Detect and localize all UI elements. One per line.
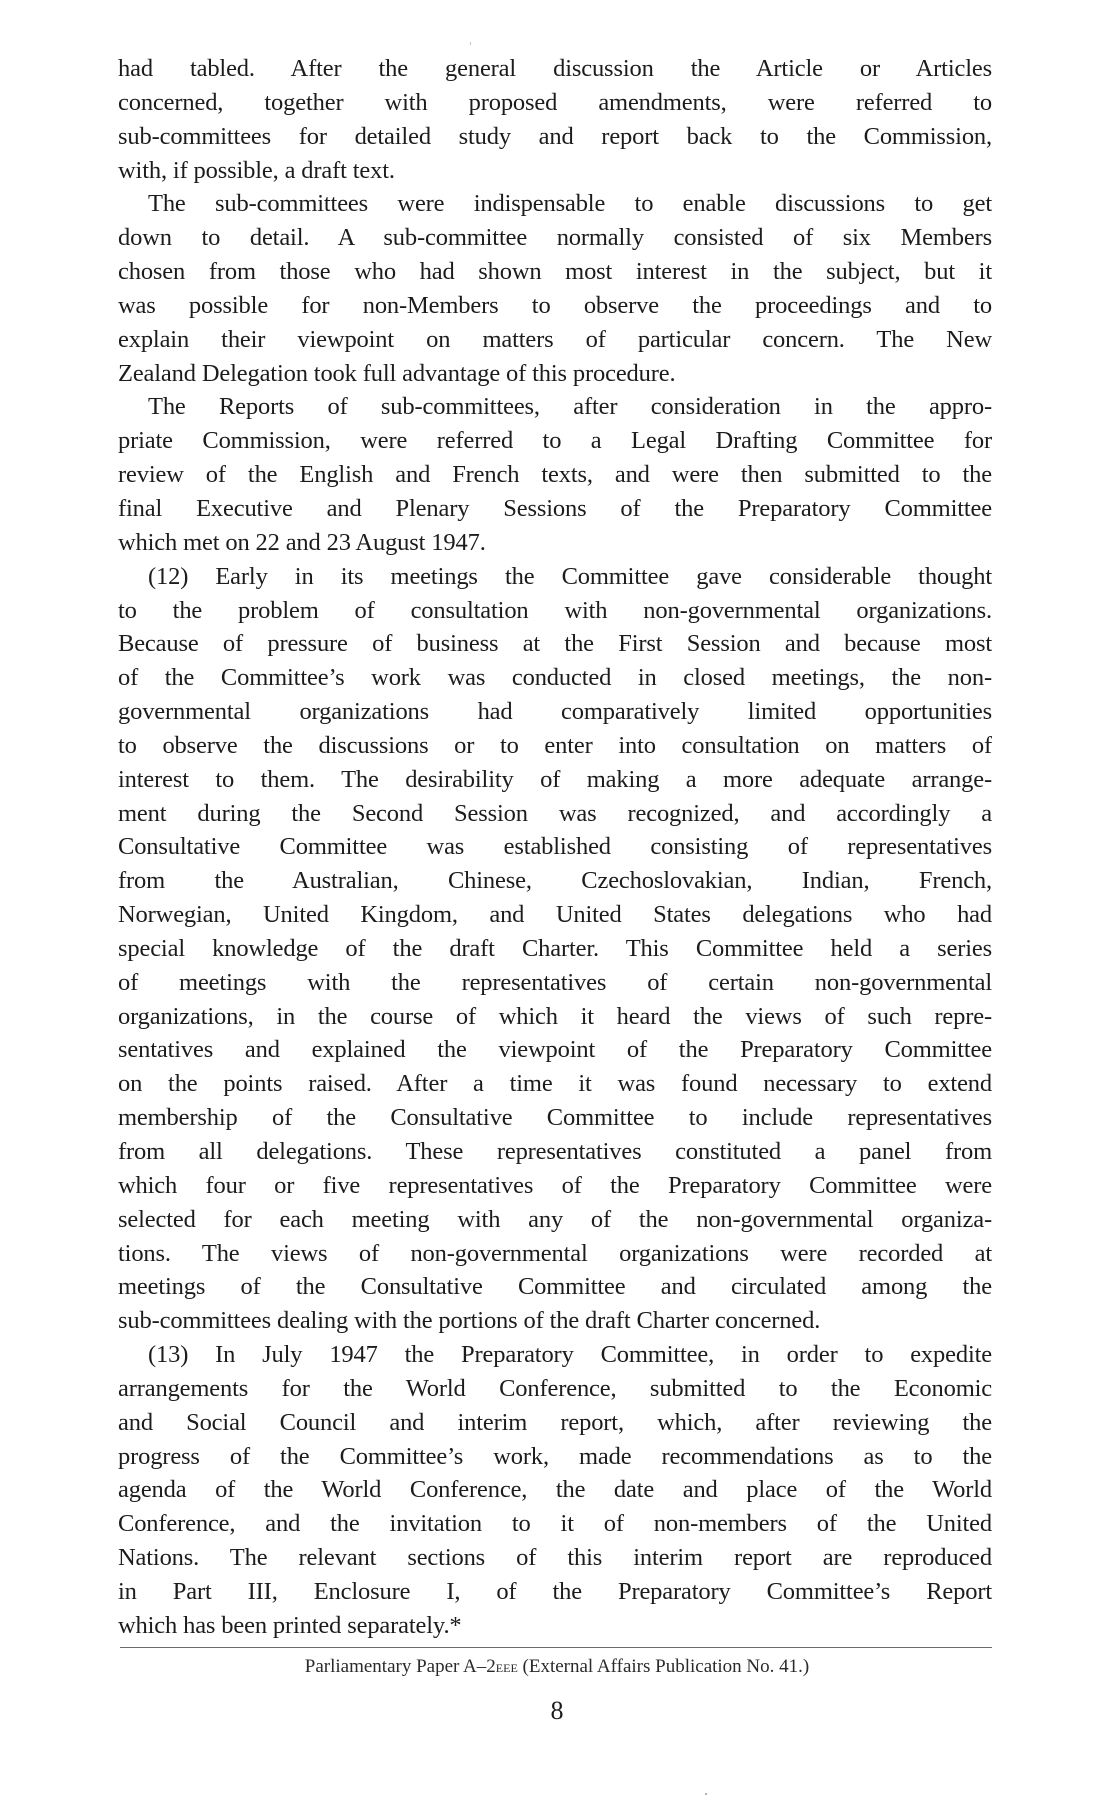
text-line: in Part III, Enclosure I, of the Preparatory Committee’s Report	[118, 1577, 992, 1605]
text-line: which met on 22 and 23 August 1947.	[118, 528, 486, 556]
footnote-smallcaps: eee	[495, 1657, 518, 1676]
text-line: agenda of the World Conference, the date and place of the World	[118, 1476, 992, 1504]
footnote-prefix: Parliamentary Paper A–2	[304, 1656, 496, 1677]
text-line: (12) Early in its meetings the Committee gave considerable thought	[148, 562, 992, 590]
text-line: governmental organizations had comparatively limited opportunities	[118, 698, 992, 726]
text-line: sub-committees dealing with the portions of the draft Charter concerned.	[118, 1307, 821, 1335]
text-line: from the Australian, Chinese, Czechoslovakian, Indian, French,	[118, 867, 992, 895]
text-line: and Social Council and interim report, which, after reviewing the	[118, 1408, 992, 1436]
text-line: which four or five representatives of the Preparatory Committee were	[118, 1171, 992, 1199]
text-line: organizations, in the course of which it heard the views of such repre-	[118, 1002, 992, 1030]
text-line: (13) In July 1947 the Preparatory Committee, in order to expedite	[148, 1341, 992, 1369]
text-line: to observe the discussions or to enter into consultation on matters of	[118, 731, 992, 759]
text-line: progress of the Committee’s work, made recommendations as to the	[118, 1442, 992, 1470]
text-line: on the points raised. After a time it was found necessary to extend	[118, 1070, 992, 1098]
text-line: Norwegian, United Kingdom, and United States delegations who had	[118, 901, 992, 929]
scan-speck	[470, 42, 471, 45]
page-number: 8	[550, 1696, 564, 1725]
text-line: Consultative Committee was established consisting of representatives	[118, 833, 992, 861]
text-line: Conference, and the invitation to it of non-members of the United	[118, 1510, 992, 1538]
text-line: special knowledge of the draft Charter. This Committee held a series	[118, 934, 992, 962]
body-text	[118, 52, 992, 1643]
text-line: with, if possible, a draft text.	[118, 156, 395, 184]
text-line: review of the English and French texts, and were then submitted to the	[118, 461, 992, 489]
text-line: had tabled. After the general discussion the Article or Articles	[118, 55, 992, 82]
text-line: of meetings with the representatives of certain non-governmental	[118, 968, 992, 996]
paragraph-p-subcommittees	[118, 187, 992, 390]
text-line: interest to them. The desirability of making a more adequate arrange-	[118, 765, 992, 793]
text-line: ment during the Second Session was recognized, and accordingly a	[118, 799, 992, 827]
text-line: down to detail. A sub-committee normally consisted of six Members	[118, 224, 992, 252]
paragraph-p-12	[118, 560, 992, 1338]
text-line: selected for each meeting with any of the non-governmental organiza-	[118, 1205, 992, 1233]
footnote-suffix: (External Affairs Publication No. 41.)	[517, 1656, 810, 1677]
text-line: final Executive and Plenary Sessions of the Preparatory Committee	[118, 494, 992, 522]
text-line: explain their viewpoint on matters of particular concern. The New	[118, 325, 992, 353]
text-line: meetings of the Consultative Committee and circulated among the	[118, 1273, 992, 1301]
paragraph-p-13	[118, 1338, 992, 1643]
text-line: The Reports of sub-committees, after consideration in the appro-	[148, 393, 992, 421]
text-line: to the problem of consultation with non-governmental organizations.	[118, 596, 992, 624]
text-line: tions. The views of non-governmental organizations were recorded at	[118, 1239, 992, 1267]
text-line: priate Commission, were referred to a Legal Drafting Committee for	[118, 427, 992, 455]
text-line: was possible for non-Members to observe the proceedings and to	[118, 291, 992, 319]
footnote	[0, 1654, 1114, 1680]
text-line: sentatives and explained the viewpoint of the Preparatory Committee	[118, 1036, 992, 1064]
text-line: The sub-committees were indispensable to enable discussions to get	[148, 190, 992, 218]
text-line: Because of pressure of business at the First Session and because most	[118, 630, 992, 658]
footnote-rule	[120, 1647, 992, 1648]
text-line: membership of the Consultative Committee to include representatives	[118, 1104, 992, 1132]
paragraph-p-reports	[118, 390, 992, 559]
text-line: Zealand Delegation took full advantage of this procedure.	[118, 359, 676, 387]
text-line: which has been printed separately.*	[118, 1611, 462, 1639]
text-line: concerned, together with proposed amendments, were referred to	[118, 88, 992, 116]
text-line: of the Committee’s work was conducted in closed meetings, the non-	[118, 664, 992, 692]
text-line: chosen from those who had shown most interest in the subject, but it	[118, 258, 992, 286]
text-line: arrangements for the World Conference, submitted to the Economic	[118, 1374, 992, 1402]
text-line: Nations. The relevant sections of this interim report are reproduced	[118, 1544, 992, 1572]
text-line: from all delegations. These representatives constituted a panel from	[118, 1138, 992, 1165]
paragraph-p-continued	[118, 52, 992, 187]
text-line: sub-committees for detailed study and report back to the Commission,	[118, 122, 992, 150]
